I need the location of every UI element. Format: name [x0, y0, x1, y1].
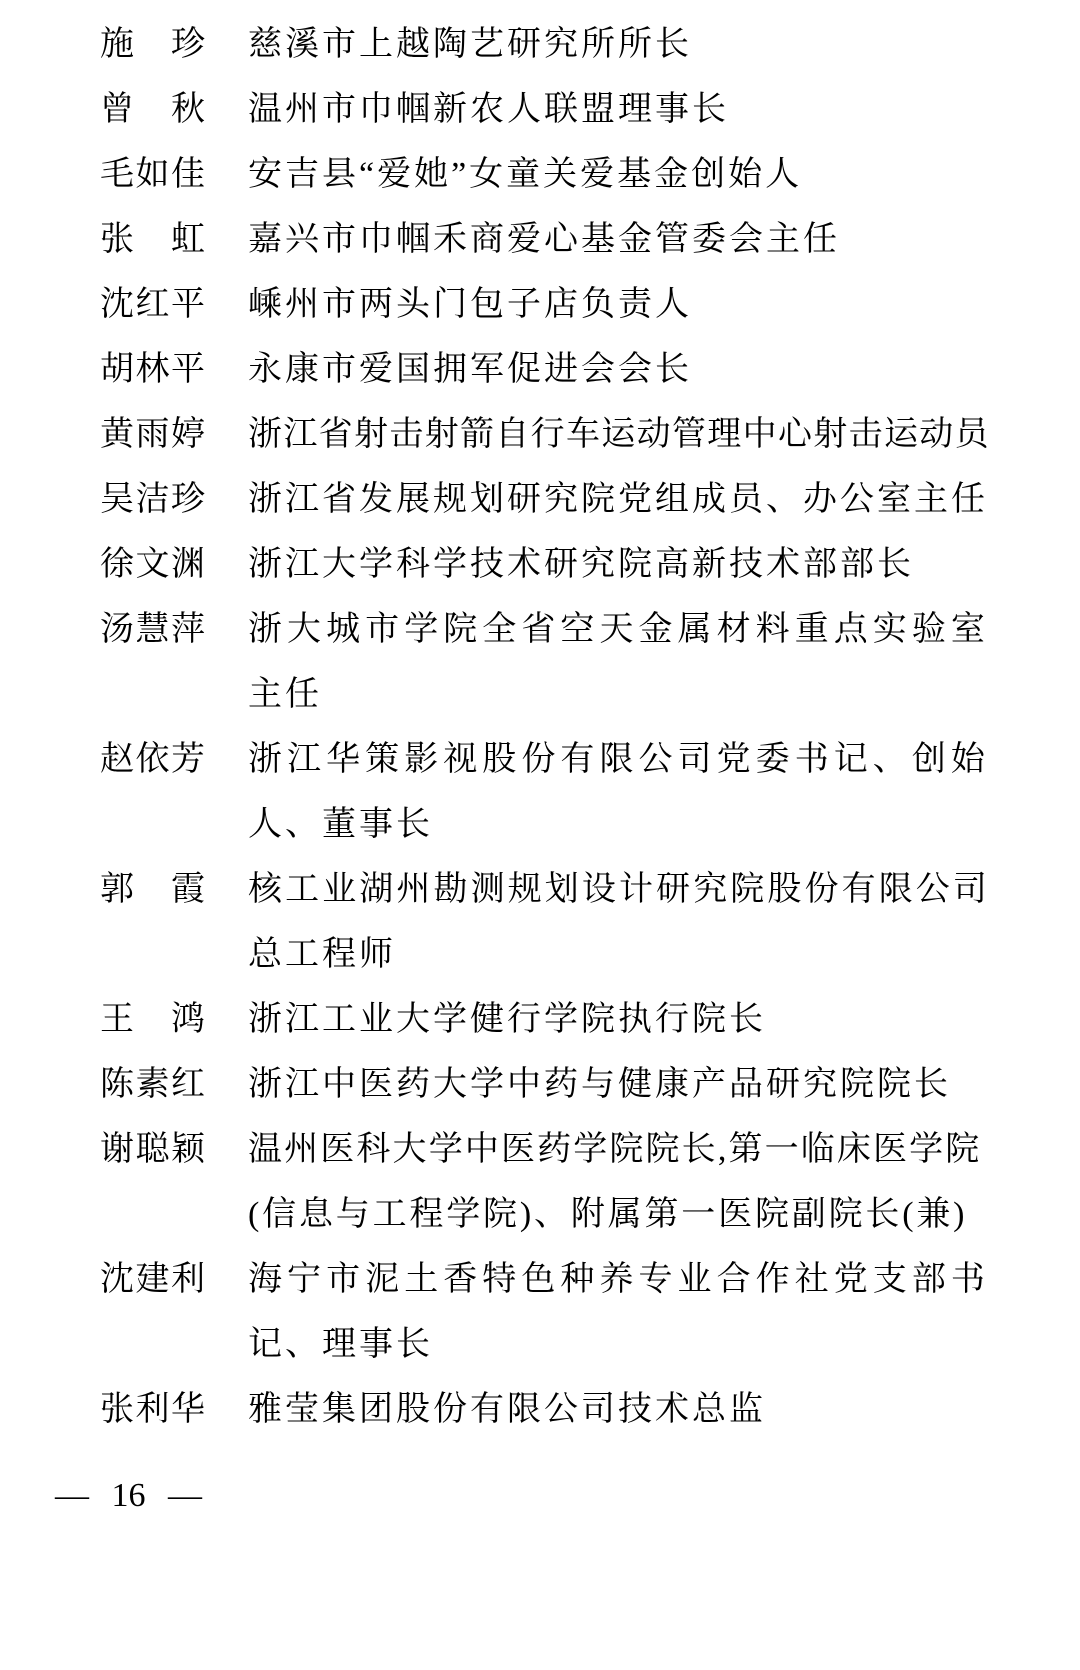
person-title: [248, 1377, 990, 1442]
person-name: 黄雨婷: [100, 416, 205, 453]
person-title-line: 浙大城市学院全省空天金属材料重点实验室: [248, 611, 990, 648]
person-title-line: 记、理事长: [248, 1326, 433, 1363]
person-name: 施 珍: [100, 26, 205, 63]
list-item: [100, 532, 1000, 597]
person-title-line: 嘉兴市巾帼禾商爱心基金管委会主任: [248, 221, 840, 258]
person-name: 王 鸿: [100, 1001, 205, 1038]
list-item: [100, 337, 1000, 402]
page-number-dash-left: —: [55, 1477, 89, 1514]
person-title: [248, 532, 990, 597]
list-item: [100, 12, 1000, 77]
person-name: 谢聪颖: [100, 1131, 205, 1168]
person-title-line: 雅莹集团股份有限公司技术总监: [248, 1391, 766, 1428]
person-title: [248, 77, 990, 142]
person-title: [248, 727, 990, 857]
list-item: [100, 467, 1000, 532]
person-name: 徐文渊: [100, 546, 205, 583]
list-item: [100, 207, 1000, 272]
person-name: 沈建利: [100, 1261, 205, 1298]
list-item: [100, 1377, 1000, 1442]
list-item: [100, 727, 1000, 857]
person-title-line: 浙江华策影视股份有限公司党委书记、创始: [248, 741, 990, 778]
list-item: [100, 1052, 1000, 1117]
person-name: 郭 霞: [100, 871, 205, 908]
honoree-list: [100, 12, 1000, 1442]
list-item: [100, 402, 1000, 467]
person-title: [248, 1247, 990, 1377]
person-name: 沈红平: [100, 286, 205, 323]
list-item: [100, 272, 1000, 337]
person-title-line: 温州市巾帼新农人联盟理事长: [248, 91, 729, 128]
person-title: [248, 597, 990, 727]
person-title: [248, 142, 990, 207]
person-name: 赵依芳: [100, 741, 205, 778]
person-title: [248, 272, 990, 337]
person-title-line: 海宁市泥土香特色种养专业合作社党支部书: [248, 1261, 990, 1298]
page-number-value: 16: [111, 1477, 146, 1514]
person-title-line: 浙江省发展规划研究院党组成员、办公室主任: [248, 481, 988, 518]
list-item: [100, 857, 1000, 987]
list-item: [100, 1247, 1000, 1377]
person-title-line: 核工业湖州勘测规划设计研究院股份有限公司: [248, 871, 990, 908]
person-title-line: 永康市爱国拥军促进会会长: [248, 351, 692, 388]
person-title-line: 浙江大学科学技术研究院高新技术部部长: [248, 546, 914, 583]
person-name: 陈素红: [100, 1066, 205, 1103]
list-item: [100, 1117, 1000, 1247]
person-name: 张利华: [100, 1391, 205, 1428]
person-name: 张 虹: [100, 221, 205, 258]
person-title-line: 浙江中医药大学中药与健康产品研究院院长: [248, 1066, 951, 1103]
person-title: [248, 12, 990, 77]
person-title: [248, 857, 990, 987]
person-name: 曾 秋: [100, 91, 205, 128]
person-title: [248, 337, 990, 402]
person-title: [248, 1117, 990, 1247]
person-title: [248, 207, 990, 272]
list-item: [100, 77, 1000, 142]
person-title-line: 温州医科大学中医药学院院长,第一临床医学院: [248, 1131, 982, 1168]
person-title-line: 慈溪市上越陶艺研究所所长: [248, 26, 692, 63]
list-item: [100, 597, 1000, 727]
person-title: [248, 1052, 990, 1117]
person-title: [248, 987, 990, 1052]
person-title-line: 浙江工业大学健行学院执行院长: [248, 1001, 766, 1038]
person-title-line: 安吉县“爱她”女童关爱基金创始人: [248, 156, 803, 193]
person-title-line: (信息与工程学院)、附属第一医院副院长(兼): [248, 1196, 968, 1233]
person-name: 胡林平: [100, 351, 205, 388]
page-number-dash-right: —: [168, 1477, 202, 1514]
person-name: 毛如佳: [100, 156, 205, 193]
person-name: 吴洁珍: [100, 481, 205, 518]
list-item: [100, 142, 1000, 207]
page-number: [55, 1478, 202, 1514]
person-title-line: 主任: [248, 676, 322, 713]
person-title-line: 浙江省射击射箭自行车运动管理中心射击运动员: [248, 416, 990, 453]
person-title: [248, 467, 990, 532]
list-item: [100, 987, 1000, 1052]
person-title-line: 人、董事长: [248, 806, 433, 843]
person-name: 汤慧萍: [100, 611, 205, 648]
person-title-line: 嵊州市两头门包子店负责人: [248, 286, 692, 323]
person-title-line: 总工程师: [248, 936, 396, 973]
person-title: [248, 402, 990, 467]
